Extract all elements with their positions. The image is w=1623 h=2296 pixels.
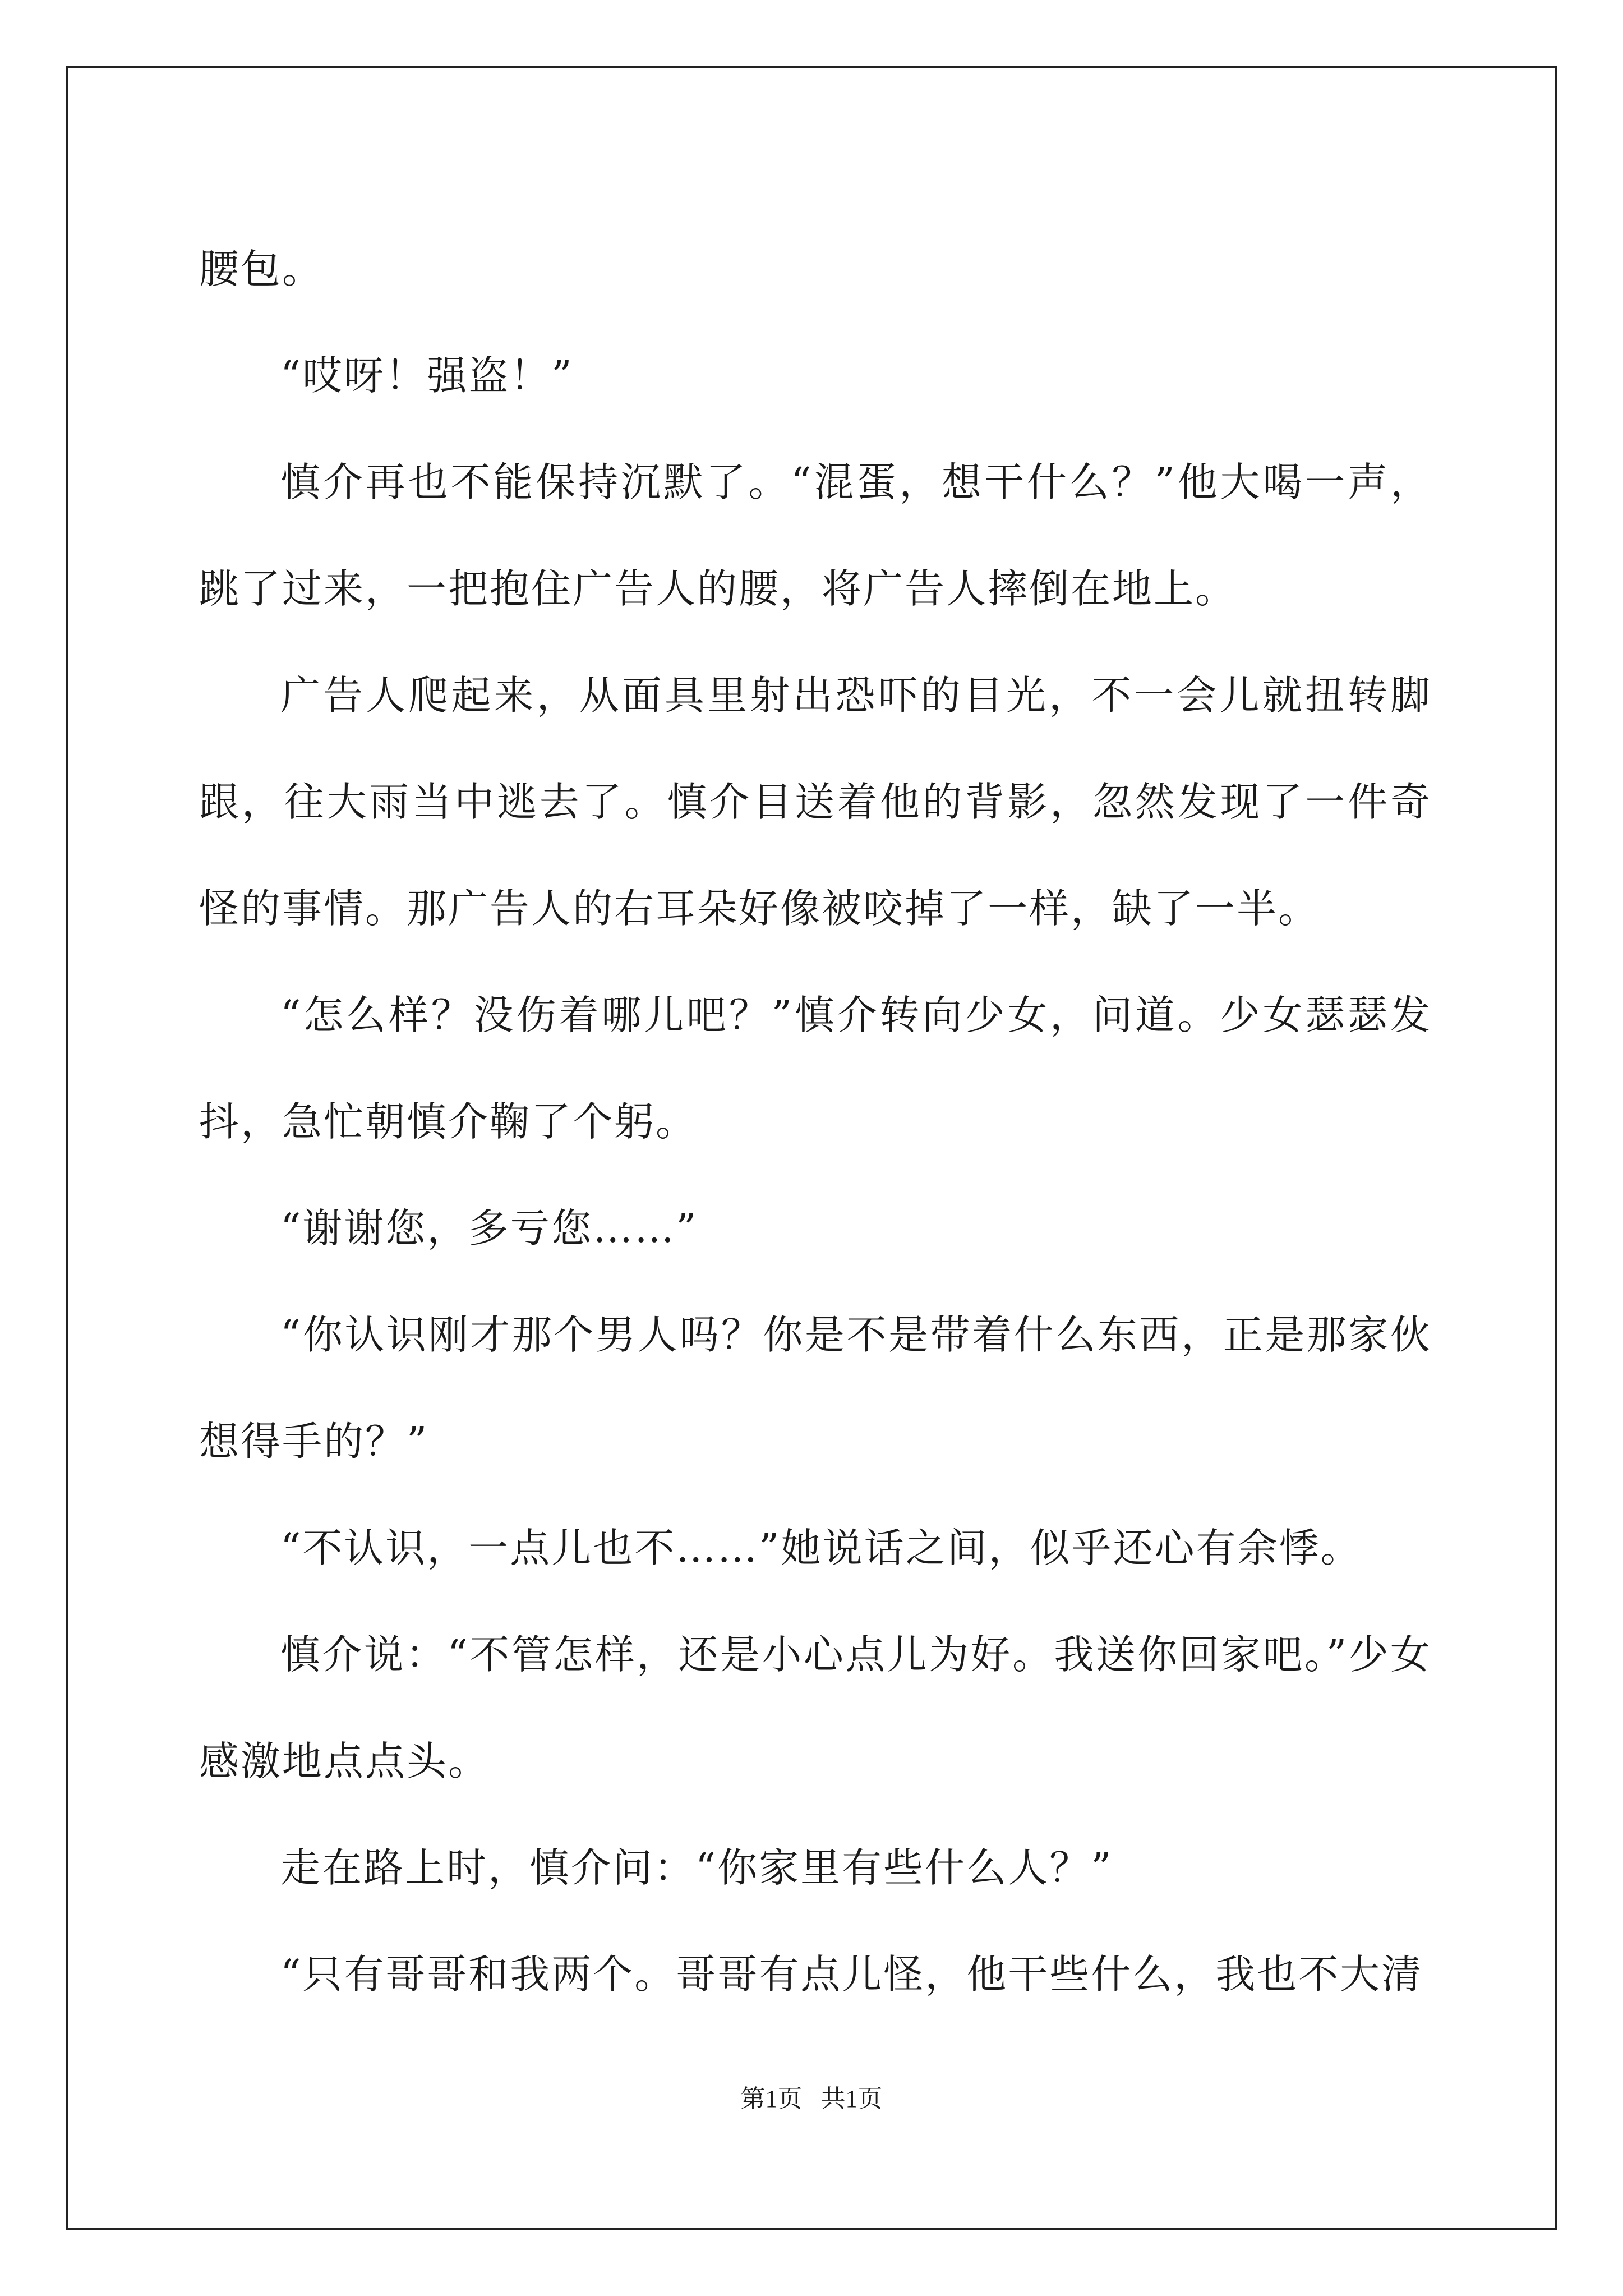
paragraph: “哎呀！强盗！” [280, 352, 574, 399]
paragraph: 慎介再也不能保持沉默了。“混蛋，想干什么？”他大喝一声，跳了过来，一把抱住广告人的腰，将广告人摔倒在地上。 [199, 459, 1432, 612]
paragraph: “只有哥哥和我两个。哥哥有点儿怪，他干些什么，我也不大清 [280, 1951, 1423, 1998]
paragraph: “你认识刚才那个男人吗？你是不是带着什么东西，正是那家伙想得手的？” [199, 1312, 1432, 1465]
paragraph: “不认识，一点儿也不……”她说话之间，似乎还心有余悸。 [280, 1525, 1362, 1571]
paragraph: 广告人爬起来，从面具里射出恐吓的目光，不一会儿就扭转脚跟，往大雨当中逃去了。慎介目送着他的背影，忽然发现了一件奇怪的事情。那广告人的右耳朵好像被咬掉了一样，缺了一半。 [199, 672, 1432, 932]
paragraph: “怎么样？没伤着哪儿吧？”慎介转向少女，问道。少女瑟瑟发抖，急忙朝慎介鞠了个躬。 [199, 992, 1432, 1145]
page-number-footer: 第1页 共1页 [740, 2085, 883, 2113]
document-body [199, 216, 1432, 2028]
paragraph: 腰包。 [199, 246, 324, 292]
paragraph: 慎介说：“不管怎样，还是小心点儿为好。我送你回家吧。”少女感激地点点头。 [199, 1631, 1432, 1784]
paragraph: “谢谢您，多亏您……” [280, 1205, 698, 1251]
paragraph: 走在路上时，慎介问：“你家里有些什么人？” [280, 1844, 1113, 1891]
